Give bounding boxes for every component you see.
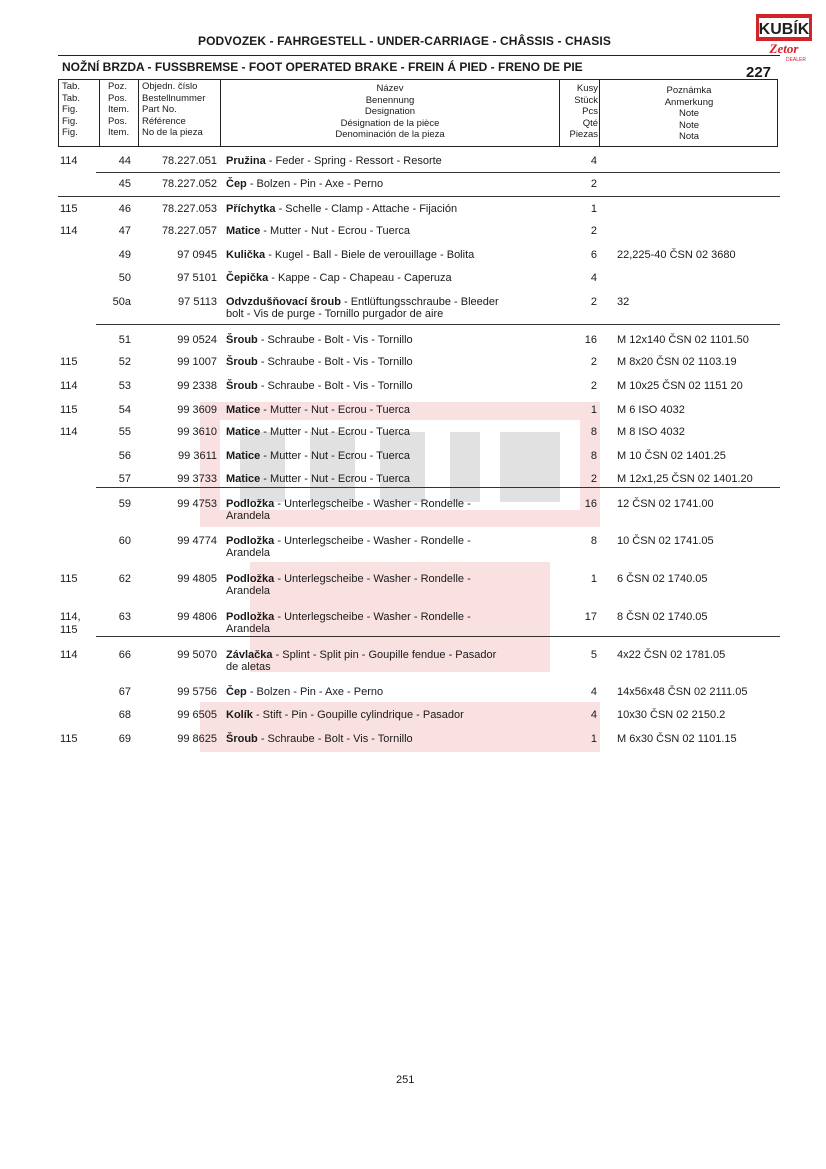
row-position: 63 bbox=[118, 611, 131, 623]
row-part-number: 99 5756 bbox=[177, 686, 217, 698]
row-part-number: 99 3610 bbox=[177, 426, 217, 438]
row-part-number: 99 2338 bbox=[177, 380, 217, 392]
row-quantity: 17 bbox=[584, 611, 597, 623]
row-note: 14x56x48 ČSN 02 2111.05 bbox=[617, 686, 748, 698]
row-name-cz: Šroub bbox=[226, 356, 258, 368]
row-tab: 114 bbox=[60, 225, 78, 237]
title-rule bbox=[58, 55, 780, 56]
row-position: 68 bbox=[118, 709, 131, 721]
row-name-cz: Šroub bbox=[226, 733, 258, 745]
row-name-cz: Příchytka bbox=[226, 203, 276, 215]
col-part-header: Objedn. číslo Bestellnummer Part No. Référence No de la pieza bbox=[142, 81, 206, 138]
row-part-number: 99 4805 bbox=[177, 573, 217, 585]
row-quantity: 2 bbox=[590, 296, 597, 308]
row-position: 62 bbox=[118, 573, 131, 585]
row-description bbox=[226, 155, 556, 171]
row-name-cz: Závlačka bbox=[226, 649, 273, 661]
row-position: 45 bbox=[118, 178, 131, 190]
row-name-cz: Kulička bbox=[226, 249, 266, 261]
row-description bbox=[226, 334, 556, 350]
group-separator bbox=[96, 172, 780, 173]
row-name-cz: Matice bbox=[226, 426, 261, 438]
row-quantity: 2 bbox=[590, 178, 597, 190]
row-note: M 6 ISO 4032 bbox=[617, 404, 685, 416]
row-name-translations: - Unterlegscheibe - Washer - Rondelle - bbox=[274, 573, 471, 585]
row-position: 54 bbox=[118, 404, 131, 416]
row-name-cz: Matice bbox=[226, 473, 261, 485]
row-name-translations: - Mutter - Nut - Ecrou - Tuerca bbox=[260, 404, 411, 416]
row-name-cz: Odvzdušňovací šroub bbox=[226, 296, 341, 308]
row-name-cz: Podložka bbox=[226, 611, 275, 623]
row-quantity: 5 bbox=[590, 649, 597, 661]
row-part-number: 97 0945 bbox=[177, 249, 217, 261]
row-part-number: 78.227.051 bbox=[161, 155, 217, 167]
row-name-cz: Čepička bbox=[226, 272, 269, 284]
row-part-number: 99 1007 bbox=[177, 356, 217, 368]
col-tab-header: Tab. Tab. Fig. Fig. Fig. bbox=[62, 81, 80, 138]
group-separator bbox=[58, 196, 780, 197]
row-description bbox=[226, 249, 556, 265]
row-description-cont: Arandela bbox=[226, 510, 271, 522]
group-separator bbox=[96, 324, 780, 325]
row-quantity: 4 bbox=[590, 709, 597, 721]
row-position: 50a bbox=[112, 296, 131, 308]
row-quantity: 8 bbox=[590, 450, 597, 462]
row-description bbox=[226, 404, 556, 420]
logo-sub-text: Zetor bbox=[769, 41, 799, 56]
row-description bbox=[226, 426, 556, 442]
row-description-cont: Arandela bbox=[226, 623, 271, 635]
row-description bbox=[226, 203, 556, 219]
row-name-translations: - Kappe - Cap - Chapeau - Caperuza bbox=[268, 272, 452, 284]
row-description bbox=[226, 178, 556, 194]
row-description-cont: bolt - Vis de purge - Tornillo purgador de aire bbox=[226, 308, 444, 320]
kubik-zetor-logo bbox=[756, 14, 812, 64]
row-part-number: 97 5101 bbox=[177, 272, 217, 284]
row-quantity: 16 bbox=[584, 334, 597, 346]
row-part-number: 99 4774 bbox=[177, 535, 217, 547]
section-title: NOŽNÍ BRZDA - FUSSBREMSE - FOOT OPERATED BRAKE - FREIN Á PIED - FRENO DE PIE bbox=[62, 60, 583, 74]
row-name-cz: Matice bbox=[226, 404, 261, 416]
row-name-cz: Šroub bbox=[226, 380, 258, 392]
row-description bbox=[226, 225, 556, 241]
row-name-cz: Pružina bbox=[226, 155, 266, 167]
row-part-number: 99 3733 bbox=[177, 473, 217, 485]
row-name-translations: - Schraube - Bolt - Vis - Tornillo bbox=[257, 334, 413, 346]
column-header bbox=[58, 79, 778, 147]
row-name-cz: Kolík bbox=[226, 709, 253, 721]
row-note: 32 bbox=[617, 296, 630, 308]
row-quantity: 16 bbox=[584, 498, 597, 510]
row-note: 8 ČSN 02 1740.05 bbox=[617, 611, 708, 623]
row-part-number: 99 3609 bbox=[177, 404, 217, 416]
row-part-number: 99 8625 bbox=[177, 733, 217, 745]
row-quantity: 4 bbox=[590, 155, 597, 167]
row-position: 67 bbox=[118, 686, 131, 698]
row-position: 49 bbox=[118, 249, 131, 261]
row-description-cont: de aletas bbox=[226, 661, 271, 673]
catalog-page-number: 227 bbox=[746, 64, 772, 81]
row-note: M 10 ČSN 02 1401.25 bbox=[617, 450, 726, 462]
row-position: 59 bbox=[118, 498, 131, 510]
row-position: 69 bbox=[118, 733, 131, 745]
row-quantity: 1 bbox=[590, 203, 597, 215]
row-name-translations: - Schraube - Bolt - Vis - Tornillo bbox=[257, 380, 413, 392]
row-name-cz: Matice bbox=[226, 450, 261, 462]
row-name-translations: - Mutter - Nut - Ecrou - Tuerca bbox=[260, 225, 411, 237]
row-position: 44 bbox=[118, 155, 131, 167]
row-note: 10x30 ČSN 02 2150.2 bbox=[617, 709, 726, 721]
row-name-translations: - Splint - Split pin - Goupille fendue - Pasador bbox=[272, 649, 497, 661]
row-quantity: 4 bbox=[590, 272, 597, 284]
row-position: 57 bbox=[118, 473, 131, 485]
row-tab: 114 bbox=[60, 380, 78, 392]
row-note: M 12x140 ČSN 02 1101.50 bbox=[617, 334, 749, 346]
row-name-translations: - Stift - Pin - Goupille cylindrique - Pasador bbox=[252, 709, 464, 721]
row-part-number: 99 6505 bbox=[177, 709, 217, 721]
row-note: 22,225-40 ČSN 02 3680 bbox=[617, 249, 736, 261]
col-pos-header: Poz. Pos. Item. Pos. Item. bbox=[108, 81, 130, 138]
row-position: 66 bbox=[118, 649, 131, 661]
row-position: 50 bbox=[118, 272, 131, 284]
row-quantity: 2 bbox=[590, 380, 597, 392]
row-position: 56 bbox=[118, 450, 131, 462]
row-quantity: 6 bbox=[590, 249, 597, 261]
row-part-number: 97 5113 bbox=[178, 296, 217, 308]
row-position: 53 bbox=[118, 380, 131, 392]
row-name-translations: - Unterlegscheibe - Washer - Rondelle - bbox=[274, 498, 471, 510]
row-note: 10 ČSN 02 1741.05 bbox=[617, 535, 714, 547]
row-part-number: 99 4753 bbox=[177, 498, 217, 510]
row-quantity: 8 bbox=[590, 426, 597, 438]
row-part-number: 78.227.052 bbox=[161, 178, 217, 190]
row-tab: 114, bbox=[60, 611, 81, 623]
group-separator bbox=[96, 487, 780, 488]
row-part-number: 99 5070 bbox=[177, 649, 217, 661]
row-tab: 115 bbox=[60, 203, 78, 215]
row-name-cz: Čep bbox=[226, 686, 247, 698]
group-separator bbox=[96, 636, 780, 637]
row-description bbox=[226, 686, 556, 702]
row-note: M 12x1,25 ČSN 02 1401.20 bbox=[617, 473, 753, 485]
row-tab-second: 115 bbox=[60, 624, 78, 636]
row-tab: 115 bbox=[60, 573, 78, 585]
row-quantity: 2 bbox=[590, 356, 597, 368]
row-name-cz: Čep bbox=[226, 178, 247, 190]
row-name-translations: - Mutter - Nut - Ecrou - Tuerca bbox=[260, 473, 411, 485]
row-part-number: 99 0524 bbox=[177, 334, 217, 346]
row-name-cz: Šroub bbox=[226, 334, 258, 346]
row-name-translations: - Schelle - Clamp - Attache - Fijación bbox=[275, 203, 458, 215]
row-name-translations: - Mutter - Nut - Ecrou - Tuerca bbox=[260, 426, 411, 438]
row-name-cz: Podložka bbox=[226, 535, 275, 547]
row-quantity: 4 bbox=[590, 686, 597, 698]
row-name-translations: - Unterlegscheibe - Washer - Rondelle - bbox=[274, 535, 471, 547]
row-name-translations: - Schraube - Bolt - Vis - Tornillo bbox=[257, 733, 413, 745]
row-description-cont: Arandela bbox=[226, 585, 271, 597]
row-note: M 8 ISO 4032 bbox=[617, 426, 685, 438]
category-title: PODVOZEK - FAHRGESTELL - UNDER-CARRIAGE - CHÂSSIS - CHASIS bbox=[198, 34, 611, 48]
col-name-header: Název Benennung Designation Désignation de la pièce Denominación de la pieza bbox=[335, 83, 445, 140]
row-quantity: 1 bbox=[590, 404, 597, 416]
row-description bbox=[226, 380, 556, 396]
logo-brand-text: KUBÍK bbox=[758, 21, 810, 38]
page-footer-number: 251 bbox=[396, 1074, 415, 1086]
row-note: 4x22 ČSN 02 1781.05 bbox=[617, 649, 726, 661]
row-position: 52 bbox=[118, 356, 131, 368]
row-tab: 115 bbox=[60, 356, 78, 368]
row-name-cz: Podložka bbox=[226, 498, 275, 510]
row-part-number: 99 3611 bbox=[178, 450, 217, 462]
row-part-number: 78.227.057 bbox=[161, 225, 217, 237]
row-position: 55 bbox=[118, 426, 131, 438]
row-position: 46 bbox=[118, 203, 131, 215]
row-tab: 114 bbox=[60, 426, 78, 438]
row-name-translations: - Entlüftungsschraube - Bleeder bbox=[340, 296, 499, 308]
col-qty-header: Kusy Stück Pcs Qté Piezas bbox=[569, 83, 598, 140]
row-note: 6 ČSN 02 1740.05 bbox=[617, 573, 708, 585]
row-position: 47 bbox=[118, 225, 131, 237]
row-quantity: 8 bbox=[590, 535, 597, 547]
row-name-translations: - Mutter - Nut - Ecrou - Tuerca bbox=[260, 450, 411, 462]
row-part-number: 78.227.053 bbox=[161, 203, 217, 215]
row-note: M 8x20 ČSN 02 1103.19 bbox=[617, 356, 737, 368]
row-quantity: 2 bbox=[590, 225, 597, 237]
row-tab: 114 bbox=[60, 155, 78, 167]
row-description bbox=[226, 450, 556, 466]
logo-dealer-text: DEALER bbox=[785, 57, 807, 63]
row-note: M 6x30 ČSN 02 1101.15 bbox=[617, 733, 737, 745]
row-name-translations: - Feder - Spring - Ressort - Resorte bbox=[265, 155, 442, 167]
col-note-header: Poznámka Anmerkung Note Note Nota bbox=[664, 85, 714, 142]
row-name-translations: - Kugel - Ball - Biele de verouillage - Bolita bbox=[265, 249, 475, 261]
row-name-translations: - Unterlegscheibe - Washer - Rondelle - bbox=[274, 611, 471, 623]
row-description-cont: Arandela bbox=[226, 547, 271, 559]
row-name-translations: - Bolzen - Pin - Axe - Perno bbox=[246, 686, 384, 698]
row-part-number: 99 4806 bbox=[177, 611, 217, 623]
row-description bbox=[226, 733, 556, 749]
row-tab: 114 bbox=[60, 649, 78, 661]
row-position: 51 bbox=[118, 334, 131, 346]
row-note: 12 ČSN 02 1741.00 bbox=[617, 498, 714, 510]
row-name-cz: Podložka bbox=[226, 573, 275, 585]
row-note: M 10x25 ČSN 02 1151 20 bbox=[617, 380, 743, 392]
row-name-cz: Matice bbox=[226, 225, 261, 237]
row-quantity: 1 bbox=[590, 733, 597, 745]
row-name-translations: - Schraube - Bolt - Vis - Tornillo bbox=[257, 356, 413, 368]
row-quantity: 2 bbox=[590, 473, 597, 485]
row-quantity: 1 bbox=[590, 573, 597, 585]
row-description bbox=[226, 709, 556, 725]
row-description bbox=[226, 356, 556, 372]
row-description bbox=[226, 272, 556, 288]
row-position: 60 bbox=[118, 535, 131, 547]
row-name-translations: - Bolzen - Pin - Axe - Perno bbox=[246, 178, 384, 190]
row-tab: 115 bbox=[60, 733, 78, 745]
row-tab: 115 bbox=[60, 404, 78, 416]
